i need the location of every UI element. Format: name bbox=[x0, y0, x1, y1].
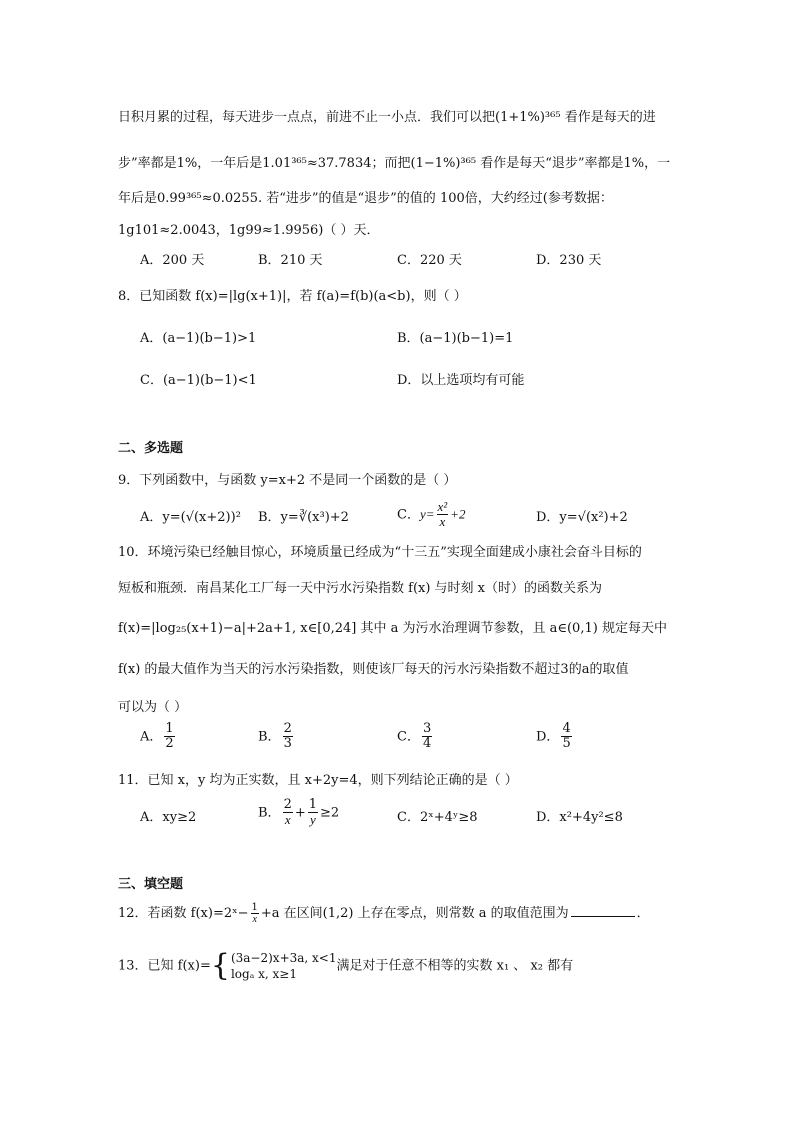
q12-answer-blank[interactable] bbox=[571, 916, 635, 917]
q11-option-c: C．2ˣ+4ʸ≥8 bbox=[397, 810, 478, 825]
q10-option-b-fraction bbox=[283, 722, 293, 752]
q11-option-b-label: B． bbox=[258, 805, 281, 821]
q9-option-a: A．y=(√(x+2))² bbox=[140, 510, 241, 525]
q12-suffix: +a 在区间(1,2) 上存在零点，则常数 a 的取值范围为 bbox=[260, 906, 569, 921]
q9-option-c-prefix: y= bbox=[419, 506, 435, 522]
q13-case-1: (3a−2)x+3a, x<1 bbox=[230, 951, 337, 965]
q7-line-3: 年后是0.99³⁶⁵≈0.0255. 若“进步”的值是“退步”的值的 100倍，大约经过(参考数据： bbox=[118, 191, 613, 206]
q13-case-2: logₐ x, x≥1 bbox=[230, 967, 297, 981]
q10-option-d bbox=[536, 722, 574, 752]
q13-cases bbox=[231, 950, 337, 982]
q12-denominator: x bbox=[252, 914, 257, 925]
q7-line-4: 1g101≈2.0043，1g99≈1.9956)（ ）天． bbox=[118, 223, 380, 238]
section-heading-fill-blank: 三、填空题 bbox=[118, 877, 184, 892]
q10-option-c-denominator: 4 bbox=[422, 736, 432, 752]
q9-option-d: D．y=√(x²)+2 bbox=[536, 510, 628, 525]
q10-option-b-denominator: 3 bbox=[283, 736, 292, 752]
q11-stem: 11．已知 x，y 均为正实数，且 x+2y=4，则下列结论正确的是（ ） bbox=[118, 773, 518, 788]
q8-option-c: C．(a−1)(b−1)<1 bbox=[140, 373, 257, 388]
q10-option-a-fraction bbox=[164, 722, 174, 752]
q8-option-a: A．(a−1)(b−1)>1 bbox=[140, 331, 257, 346]
q9-option-c bbox=[397, 500, 465, 530]
q8-option-b: B．(a−1)(b−1)=1 bbox=[397, 331, 514, 346]
q10-option-d-label: D． bbox=[536, 729, 560, 745]
q7-option-a: A．200 天 bbox=[140, 253, 205, 268]
q10-line-4: f(x) 的最大值作为当天的污水污染指数，则使该厂每天的污水污染指数不超过3的a的取值 bbox=[118, 662, 629, 677]
q9-stem: 9．下列函数中，与函数 y=x+2 不是同一个函数的是（ ） bbox=[118, 473, 457, 488]
q11-option-b-fraction-2 bbox=[308, 798, 318, 828]
q10-option-c-fraction bbox=[422, 722, 432, 752]
q9-option-c-suffix: +2 bbox=[450, 506, 466, 522]
q13-stem bbox=[118, 950, 573, 982]
q12-numerator: 1 bbox=[251, 902, 258, 913]
q10-option-b-label: B． bbox=[258, 729, 281, 745]
q7-line-2: 步”率都是1%，一年后是1.01³⁶⁵≈37.7834；而把(1−1%)³⁶⁵ 看作是每天“退步”率都是1%，一 bbox=[118, 156, 671, 171]
q10-line-5: 可以为（ ） bbox=[118, 700, 188, 715]
q7-option-c: C．220 天 bbox=[397, 253, 462, 268]
q11-option-b-num-1: 2 bbox=[283, 797, 292, 812]
q10-option-a bbox=[140, 722, 177, 752]
q10-option-b bbox=[258, 722, 295, 752]
q10-option-b-numerator: 2 bbox=[283, 721, 292, 736]
q9-option-b: B．y=∛(x³)+2 bbox=[258, 510, 349, 525]
q10-option-a-numerator: 1 bbox=[165, 721, 174, 736]
q13-prefix: 13．已知 f(x)= bbox=[118, 958, 211, 974]
q12-stem bbox=[118, 902, 650, 925]
q11-option-b-plus: + bbox=[294, 805, 306, 821]
section-heading-multi-choice: 二、多选题 bbox=[118, 441, 184, 456]
q11-option-b-den-2: y bbox=[310, 812, 316, 828]
q9-option-c-numerator: x² bbox=[437, 499, 448, 514]
q12-fraction bbox=[251, 902, 259, 925]
q7-option-d: D．230 天 bbox=[536, 253, 602, 268]
q10-line-3: f(x)=|log₂₅(x+1)−a|+2a+1, x∈[0,24] 其中 a 为污水治理调节参数，且 a∈(0,1) 规定每天中 bbox=[118, 621, 667, 636]
q10-option-d-numerator: 4 bbox=[562, 721, 571, 736]
q10-option-c-numerator: 3 bbox=[422, 721, 432, 736]
q12-prefix: 12．若函数 f(x)=2ˣ− bbox=[118, 906, 249, 921]
q13-suffix: 满足对于任意不相等的实数 x₁ 、 x₂ 都有 bbox=[336, 958, 574, 974]
q7-option-b: B．210 天 bbox=[258, 253, 323, 268]
q10-option-d-denominator: 5 bbox=[562, 736, 571, 752]
q10-option-c-label: C． bbox=[397, 729, 420, 745]
q11-option-b bbox=[258, 798, 339, 828]
q9-option-c-fraction bbox=[437, 500, 449, 530]
q11-option-b-num-2: 1 bbox=[308, 797, 318, 812]
q10-line-2: 短板和瓶颈．南昌某化工厂每一天中污水污染指数 f(x) 与时刻 x（时）的函数关系为 bbox=[118, 581, 603, 596]
q12-end: ． bbox=[636, 906, 650, 921]
q11-option-a: A．xy≥2 bbox=[140, 810, 197, 825]
q11-option-d: D．x²+4y²≤8 bbox=[536, 810, 623, 825]
q11-option-b-tail: ≥2 bbox=[320, 805, 340, 821]
q7-line-1: 日积月累的过程，每天进步一点点，前进不止一小点．我们可以把(1+1%)³⁶⁵ 看作是每天的进 bbox=[118, 110, 656, 125]
q11-option-b-den-1: x bbox=[284, 812, 291, 828]
q10-option-a-denominator: 2 bbox=[165, 736, 174, 752]
q8-option-d: D．以上选项均有可能 bbox=[397, 373, 525, 388]
q10-line-1: 10．环境污染已经触目惊心，环境质量已经成为“十三五”实现全面建成小康社会奋斗目标的 bbox=[118, 545, 642, 560]
q11-option-b-fraction-1 bbox=[283, 798, 293, 828]
q8-stem: 8．已知函数 f(x)=|lg(x+1)|，若 f(a)=f(b)(a<b)，则（ ） bbox=[118, 289, 467, 304]
q10-option-c bbox=[397, 722, 434, 752]
q9-option-c-label: C． bbox=[397, 507, 420, 523]
q10-option-d-fraction bbox=[561, 722, 571, 752]
q13-brace: { bbox=[210, 948, 230, 983]
q9-option-c-denominator: x bbox=[439, 514, 446, 530]
q10-option-a-label: A． bbox=[140, 729, 163, 745]
